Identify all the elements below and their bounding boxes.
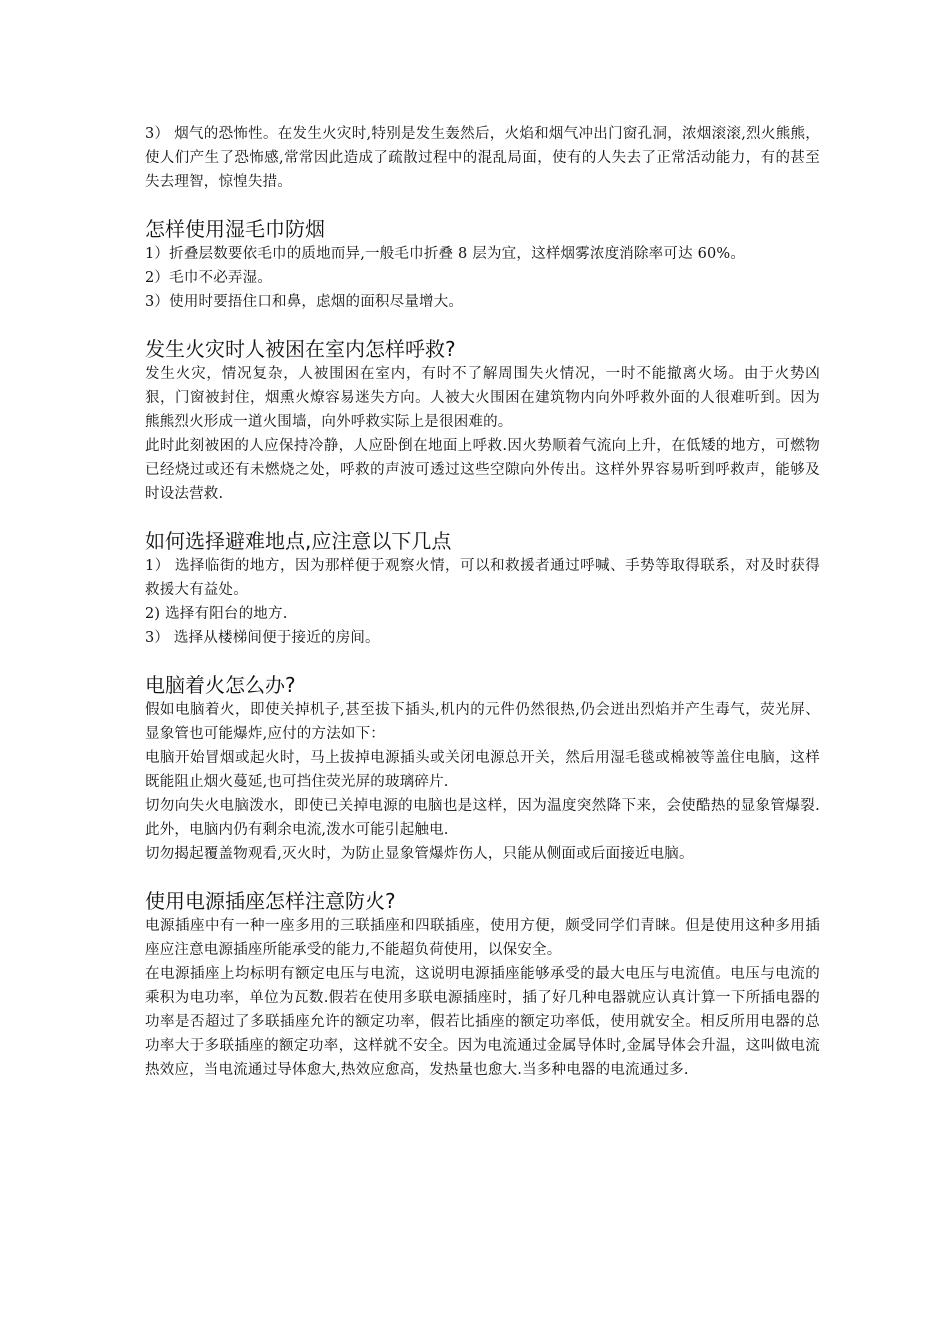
- document-body: [145, 122, 820, 1082]
- paragraph: 切勿向失火电脑泼水，即使已关掉电源的电脑也是这样，因为温度突然降下来，会使酷热的显象管爆裂.此外，电脑内仍有剩余电流,泼水可能引起触电.: [145, 798, 820, 838]
- paragraph: 切勿揭起覆盖物观看,灭火时，为防止显象管爆炸伤人，只能从侧面或后面接近电脑。: [145, 846, 694, 862]
- section-heading: 电脑着火怎么办?: [145, 673, 296, 697]
- paragraph: 1） 选择临街的地方，因为那样便于观察火情，可以和救援者通过呼喊、手势等取得联系，对及时获得救援大有益处。: [145, 558, 820, 598]
- section-power-socket: [145, 866, 820, 1082]
- paragraph: 电脑开始冒烟或起火时，马上拔掉电源插头或关闭电源总开关，然后用湿毛毯或棉被等盖住电脑，这样既能阻止烟火蔓延,也可挡住荧光屏的玻璃碎片.: [145, 750, 820, 790]
- section-call-for-help: [145, 314, 820, 506]
- paragraph: 发生火灾，情况复杂，人被围困在室内，有时不了解周围失火情况，一时不能撤离火场。由于火势凶狠，门窗被封住，烟熏火燎容易迷失方向。人被大火围困在建筑物内向外呼救外面的人很难听到。因为熊熊烈火形成一道火围墙，向外呼救实际上是很困难的。: [145, 366, 820, 430]
- paragraph: 3） 烟气的恐怖性。在发生火灾时,特别是发生轰然后，火焰和烟气冲出门窗孔洞，浓烟滚滚,烈火熊熊，使人们产生了恐怖感,常常因此造成了疏散过程中的混乱局面，使有的人失去了正常活动能力，有的甚至失去理智，惊惶失措。: [145, 126, 820, 190]
- paragraph: 2）毛巾不必弄湿。: [145, 270, 273, 286]
- section-wet-towel: [145, 194, 820, 314]
- paragraph: 电源插座中有一种一座多用的三联插座和四联插座，使用方便，颇受同学们青睐。但是使用这种多用插座应注意电源插座所能承受的能力,不能超负荷使用，以保安全。: [145, 918, 820, 958]
- paragraph: 此时此刻被困的人应保持冷静，人应卧倒在地面上呼救.因火势顺着气流向上升，在低矮的地方，可燃物已经烧过或还有未燃烧之处，呼救的声波可透过这些空隙向外传出。这样外界容易听到呼救声，能够及时设法营救.: [145, 438, 820, 502]
- paragraph: 3） 选择从楼梯间便于接近的房间。: [145, 630, 380, 646]
- paragraph: 1）折叠层数要依毛巾的质地而异,一般毛巾折叠 8 层为宜，这样烟雾浓度消除率可达 60%。: [145, 246, 746, 262]
- section-heading: 怎样使用湿毛巾防烟: [145, 217, 325, 241]
- paragraph: 假如电脑着火，即使关掉机子,甚至拔下插头,机内的元件仍然很热,仍会迸出烈焰并产生毒气，荧光屏、显象管也可能爆炸,应付的方法如下：: [145, 702, 820, 742]
- section-refuge-location: [145, 506, 820, 650]
- section-heading: 如何选择避难地点,应注意以下几点: [145, 529, 452, 553]
- section-heading: 发生火灾时人被困在室内怎样呼救?: [145, 337, 456, 361]
- paragraph: 在电源插座上均标明有额定电压与电流，这说明电源插座能够承受的最大电压与电流值。电压与电流的乘积为电功率，单位为瓦数.假若在使用多联电源插座时，插了好几种电器就应认真计算一下所插电器的功率是否超过了多联插座允许的额定功率，假若比插座的额定功率低，使用就安全。相反所用电器的总功率大于多联插座的额定功率，这样就不安全。因为电流通过金属导体时,金属导体会升温，这叫做电流热效应，当电流通过导体愈大,热效应愈高，发热量也愈大.当多种电器的电流通过多.: [145, 966, 820, 1078]
- section-smoke-terror: [145, 122, 820, 194]
- paragraph: 2) 选择有阳台的地方.: [145, 606, 288, 622]
- section-computer-fire: [145, 650, 820, 866]
- paragraph: 3）使用时要捂住口和鼻，虑烟的面积尽量增大。: [145, 294, 464, 310]
- section-heading: 使用电源插座怎样注意防火?: [145, 889, 396, 913]
